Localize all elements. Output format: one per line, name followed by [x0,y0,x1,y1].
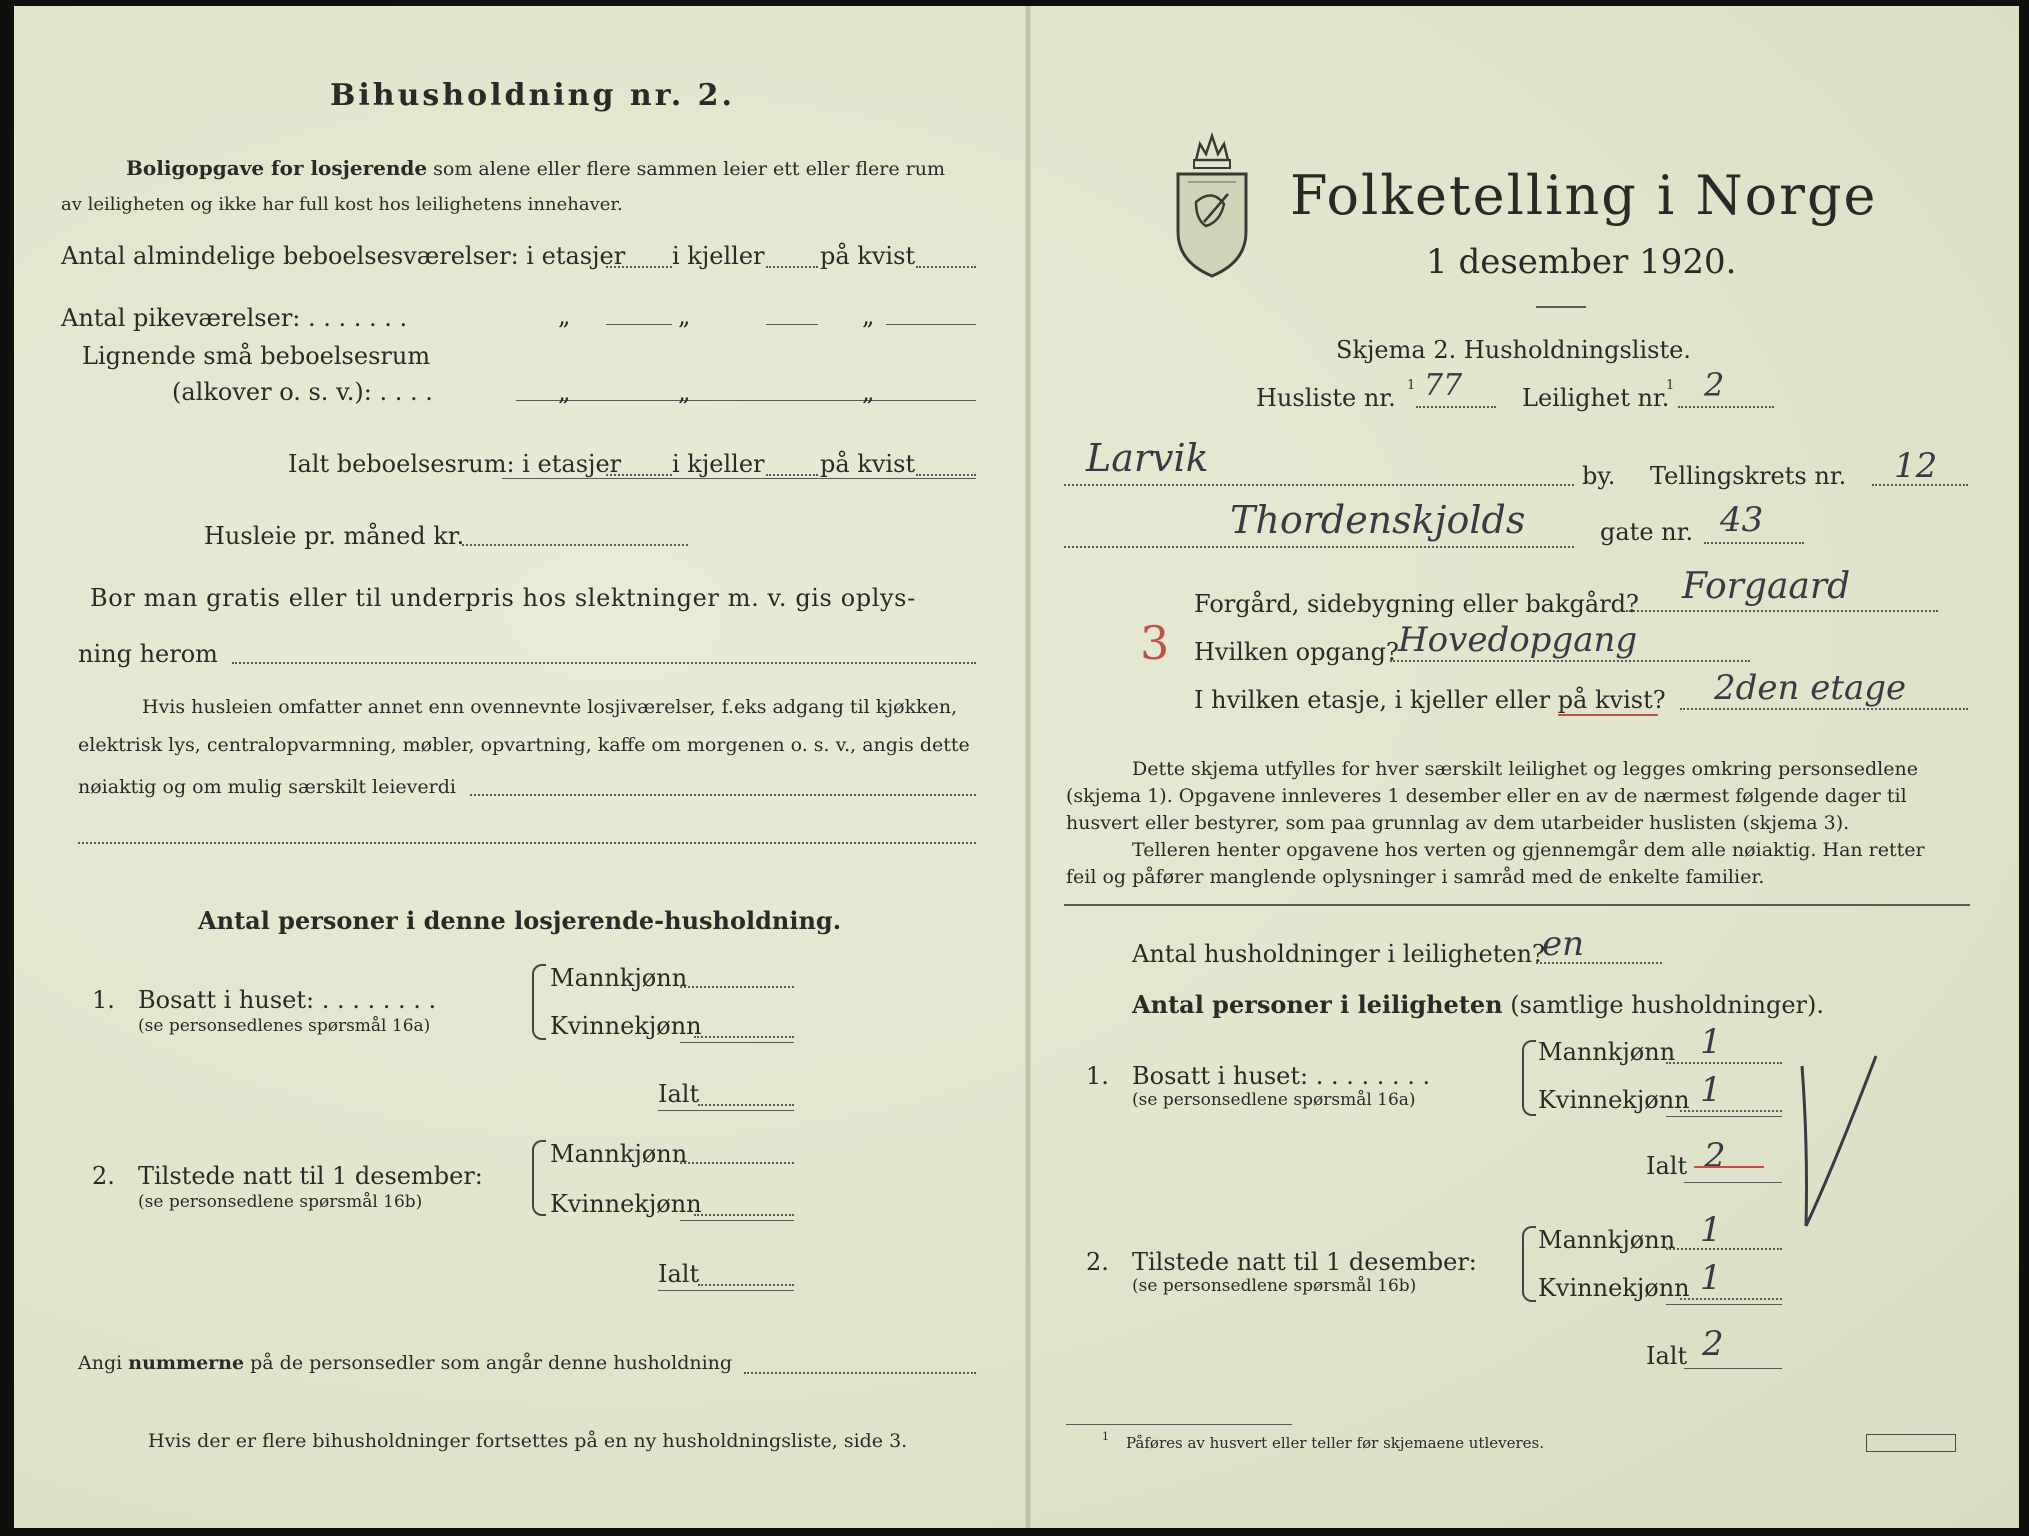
gate-label: gate nr. [1600,518,1694,546]
by-value: Larvik [1086,436,1209,480]
antal-hush-label: Antal husholdninger i leiligheten? [1132,940,1545,968]
right-q1-ialt: Ialt [1646,1152,1688,1180]
info-line-1: Dette skjema utfylles for hver særskilt leilighet og legges omkring personsedlene [1132,758,1918,780]
rooms-label: Antal almindelige beboelsesværelser: i etasjer [61,242,626,270]
intro-line-1 [126,156,945,180]
right-title: Folketelling i Norge [1290,164,1878,227]
right-q1-mann-value: 1 [1700,1022,1722,1062]
right-q1-brace [1522,1040,1536,1116]
info-line-3: husvert eller bestyrer, som paa grunnlag av dem utarbeider huslisten (skjema 3). [1066,812,1850,834]
lign-ditto-3: „ [862,378,875,406]
census-sheet [14,6,2019,1528]
right-q2-kvinne: Kvinnekjønn [1538,1274,1690,1302]
right-q2-num: 2. [1086,1248,1109,1276]
right-q2-label: Tilstede natt til 1 desember: [1132,1248,1477,1276]
left-q2-sub: (se personsedlene spørsmål 16b) [138,1192,423,1212]
etasje-value: 2den etage [1714,668,1907,708]
ialt-rooms-label: Ialt beboelsesrum: i etasjer [288,450,622,478]
pike-ditto-2: „ [678,302,691,330]
husliste-label: Husliste nr. [1256,384,1396,412]
right-q2-mann-value: 1 [1700,1210,1722,1250]
left-q2-brace [532,1140,546,1216]
left-q1-kvinne: Kvinnekjønn [550,1012,702,1040]
angi-pre: Angi [78,1352,123,1374]
etasje-red-underline [1558,714,1658,716]
left-footer: Hvis der er flere bihusholdninger fortsettes på en ny husholdningsliste, side 3. [148,1430,908,1452]
left-q2-num: 2. [92,1162,115,1190]
right-q1-mann: Mannkjønn [1538,1038,1676,1066]
intro-line-2: av leiligheten og ikke har full kost hos leilighetens innehaver. [61,194,623,215]
right-persons-heading-rest: (samtlige husholdninger). [1510,991,1825,1019]
info-line-4: Telleren henter opgavene hos verten og gjennemgår dem alle nøiaktig. Han retter [1132,839,1925,861]
rooms-kjeller-label: i kjeller [672,242,765,270]
hvis-line-1: Hvis husleien omfatter annet enn ovennevnte losjiværelser, f.eks adgang til kjøkken, [142,696,958,718]
opgang-value: Hovedopgang [1398,620,1638,660]
ialt-red-mark [1694,1166,1764,1168]
forgaard-value: Forgaard [1682,566,1851,607]
bor-line-2: ning herom [78,640,218,668]
right-q2-ialt-value: 2 [1702,1324,1724,1364]
right-date: 1 desember 1920. [1426,242,1737,282]
leilighet-footnote-mark: 1 [1666,378,1675,393]
lign-label-2: (alkover o. s. v.): . . . . [172,378,433,406]
right-q1-ialt-value: 2 [1704,1136,1726,1176]
gate-value: Thordenskjolds [1230,498,1526,542]
hvis-line-3: nøiaktig og om mulig særskilt leieverdi [78,776,456,798]
etasje-label: I hvilken etasje, i kjeller eller på kvist? [1194,686,1666,714]
right-q1-kvinne-value: 1 [1700,1070,1722,1110]
left-q1-sub: (se personsedlenes spørsmål 16a) [138,1016,431,1036]
footnote-mark: 1 [1102,1430,1109,1443]
ialt-kjeller-label: i kjeller [672,450,765,478]
angi-bold: nummerne [128,1352,245,1374]
antal-hush-value: en [1542,924,1585,964]
info-line-2: (skjema 1). Opgavene innleveres 1 desember eller en av de nærmest følgende dager til [1066,785,1907,807]
left-q1-ialt: Ialt [658,1080,700,1108]
lign-label-1: Lignende små beboelsesrum [82,342,431,370]
left-q2-kvinne: Kvinnekjønn [550,1190,702,1218]
forgaard-label: Forgård, sidebygning eller bakgård? [1194,590,1639,618]
leilighet-value: 2 [1704,366,1725,404]
intro-bold: Boligopgave for losjerende [126,156,428,180]
right-q1-kvinne: Kvinnekjønn [1538,1086,1690,1114]
angi-rest: på de personsedler som angår denne husholdning [250,1352,733,1374]
leilighet-label: Leilighet nr. [1522,384,1670,412]
lign-ditto-1: „ [558,378,571,406]
ialt-kvist-label: på kvist [820,450,916,478]
pike-ditto-3: „ [862,302,875,330]
coat-of-arms-icon [1166,122,1258,282]
pike-ditto-1: „ [558,302,571,330]
right-q2-kvinne-value: 1 [1700,1258,1722,1298]
opgang-red-number: 3 [1140,616,1170,670]
left-q2-label: Tilstede natt til 1 desember: [138,1162,483,1190]
lign-ditto-2: „ [678,378,691,406]
opgang-label: Hvilken opgang? [1194,638,1399,666]
rooms-kvist-label: på kvist [820,242,916,270]
krets-value: 12 [1894,446,1938,486]
left-q1-mann: Mannkjønn [550,964,688,992]
left-q2-mann: Mannkjønn [550,1140,688,1168]
right-q2-brace [1522,1226,1536,1302]
husleie-label: Husleie pr. måned kr. [204,522,465,550]
left-q2-ialt: Ialt [658,1260,700,1288]
by-label: by. [1582,462,1616,490]
right-q1-label: Bosatt i huset: . . . . . . . . [1132,1062,1431,1090]
check-mark-icon [1794,1046,1884,1236]
left-title: Bihusholdning nr. 2. [330,78,735,113]
skjema-label: Skjema 2. Husholdningsliste. [1336,336,1691,364]
footnote-text: Påføres av husvert eller teller før skjemaene utleveres. [1126,1434,1544,1452]
left-q1-num: 1. [92,986,115,1014]
right-q2-sub: (se personsedlene spørsmål 16b) [1132,1276,1417,1296]
right-q2-ialt: Ialt [1646,1342,1688,1370]
husliste-value: 77 [1424,368,1463,403]
hvis-line-2: elektrisk lys, centralopvarmning, møbler, opvartning, kaffe om morgenen o. s. v., angis dette [78,734,970,756]
page-fold [1025,6,1031,1528]
left-q1-brace [532,964,546,1040]
pike-label: Antal pikeværelser: . . . . . . . [61,304,408,332]
husliste-footnote-mark: 1 [1407,378,1416,393]
krets-label: Tellingskrets nr. [1650,462,1847,490]
bor-line-1: Bor man gratis eller til underpris hos slektninger m. v. gis oplys- [90,584,916,612]
printer-stamp [1866,1434,1956,1452]
right-persons-heading [1132,990,1824,1019]
angi-line [78,1352,732,1374]
right-q1-num: 1. [1086,1062,1109,1090]
left-q1-label: Bosatt i huset: . . . . . . . . [138,986,437,1014]
right-q1-sub: (se personsedlene spørsmål 16a) [1132,1090,1416,1110]
right-q2-mann: Mannkjønn [1538,1226,1676,1254]
intro-rest: som alene eller flere sammen leier ett eller flere rum [433,158,945,180]
left-persons-heading: Antal personer i denne losjerende-husholdning. [198,906,842,935]
info-line-5: feil og påfører manglende oplysninger i samråd med de enkelte familier. [1066,866,1765,888]
right-persons-heading-bold: Antal personer i leiligheten [1132,990,1503,1019]
gate-nr-value: 43 [1720,500,1764,540]
